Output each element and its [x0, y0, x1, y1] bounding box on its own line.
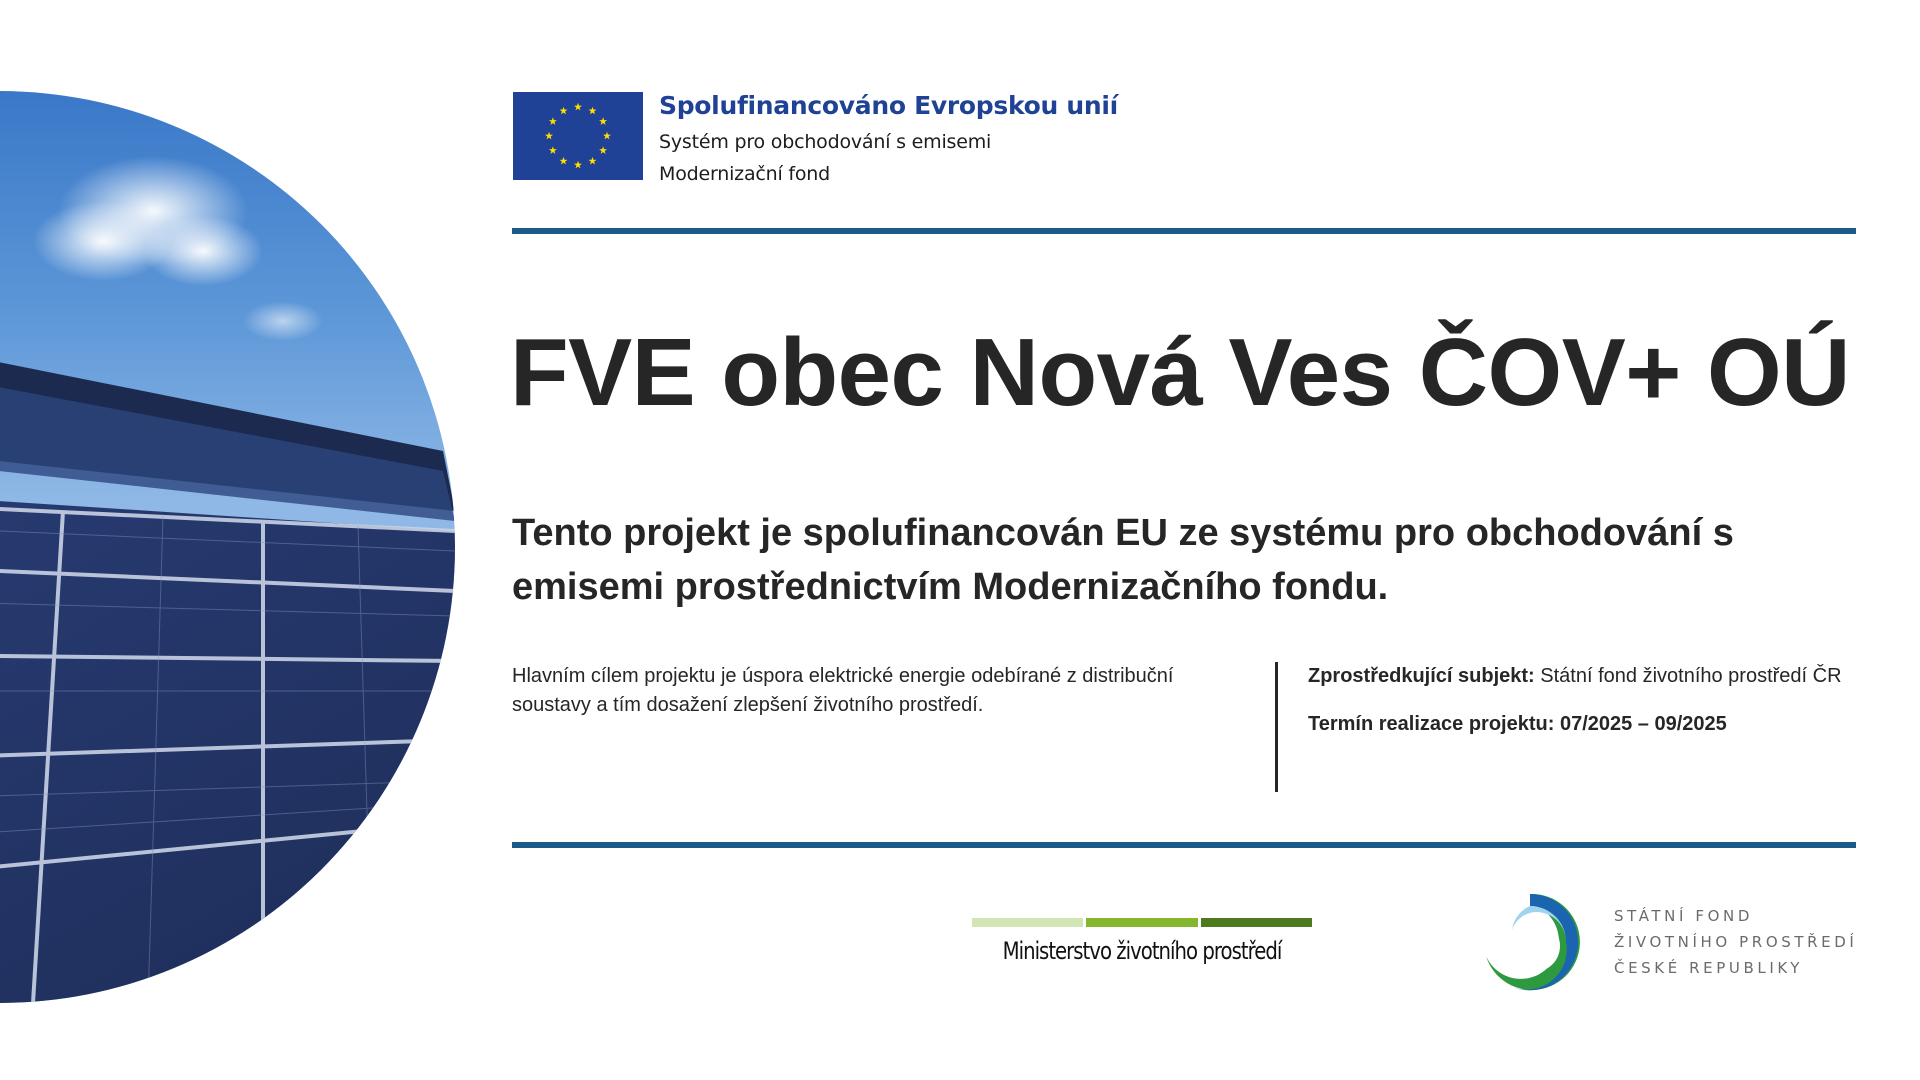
project-title: FVE obec Nová Ves ČOV+ OÚ	[510, 319, 1850, 426]
eu-star-icon	[574, 103, 582, 111]
eu-star-icon	[589, 157, 597, 165]
eu-star-icon	[574, 161, 582, 169]
intermediary-label: Zprostředkující subjekt:	[1308, 665, 1535, 687]
eu-funding-header	[513, 92, 1118, 190]
eu-star-icon	[599, 117, 607, 125]
ministry-color-bars	[972, 918, 1312, 927]
sfzp-logo	[1478, 890, 1857, 994]
eu-fund-line: Modernizační fond	[659, 163, 831, 185]
eu-star-icon	[560, 107, 568, 115]
column-divider	[1275, 662, 1278, 792]
eu-star-icon	[589, 107, 597, 115]
eu-star-icon	[599, 146, 607, 154]
ministry-logo	[972, 918, 1312, 965]
ministry-bar-dark	[1201, 918, 1312, 927]
term-row	[1308, 710, 1868, 739]
intermediary-row	[1308, 662, 1868, 691]
bottom-divider-rule	[512, 842, 1856, 848]
eu-star-icon	[549, 117, 557, 125]
eu-star-icon	[560, 157, 568, 165]
project-info	[1308, 662, 1868, 758]
sfzp-swirl-icon	[1478, 890, 1582, 994]
top-divider-rule	[512, 228, 1856, 234]
term-value: 07/2025 – 09/2025	[1559, 713, 1727, 735]
sfzp-line-1: STÁTNÍ FOND	[1614, 907, 1753, 925]
sfzp-line-2: ŽIVOTNÍHO PROSTŘEDÍ	[1614, 933, 1858, 951]
ministry-bar-light	[972, 918, 1083, 927]
eu-star-icon	[549, 146, 557, 154]
eu-flag-icon	[513, 92, 643, 180]
solar-panel-photo	[0, 91, 455, 1003]
sfzp-line-3: ČESKÉ REPUBLIKY	[1614, 959, 1804, 977]
eu-star-icon	[603, 132, 611, 140]
intermediary-value: Státní fond životního prostředí ČR	[1540, 665, 1842, 687]
eu-program-line: Systém pro obchodování s emisemi	[659, 131, 992, 153]
ministry-bar-mid	[1086, 918, 1197, 927]
project-goal: Hlavním cílem projektu je úspora elektrické energie odebírané z distribuční soustavy a tím dosažení zlepšení životního prostředí.	[512, 665, 1174, 716]
term-label: Termín realizace projektu:	[1308, 713, 1555, 735]
ministry-name: Ministerstvo životního prostředí	[1002, 937, 1282, 965]
eu-star-icon	[545, 132, 553, 140]
eu-funding-title: Spolufinancováno Evropskou unií	[659, 91, 1118, 120]
project-subtitle: Tento projekt je spolufinancován EU ze systému pro obchodování s emisemi prostřednictvím Modernizačního fondu.	[512, 512, 1734, 608]
